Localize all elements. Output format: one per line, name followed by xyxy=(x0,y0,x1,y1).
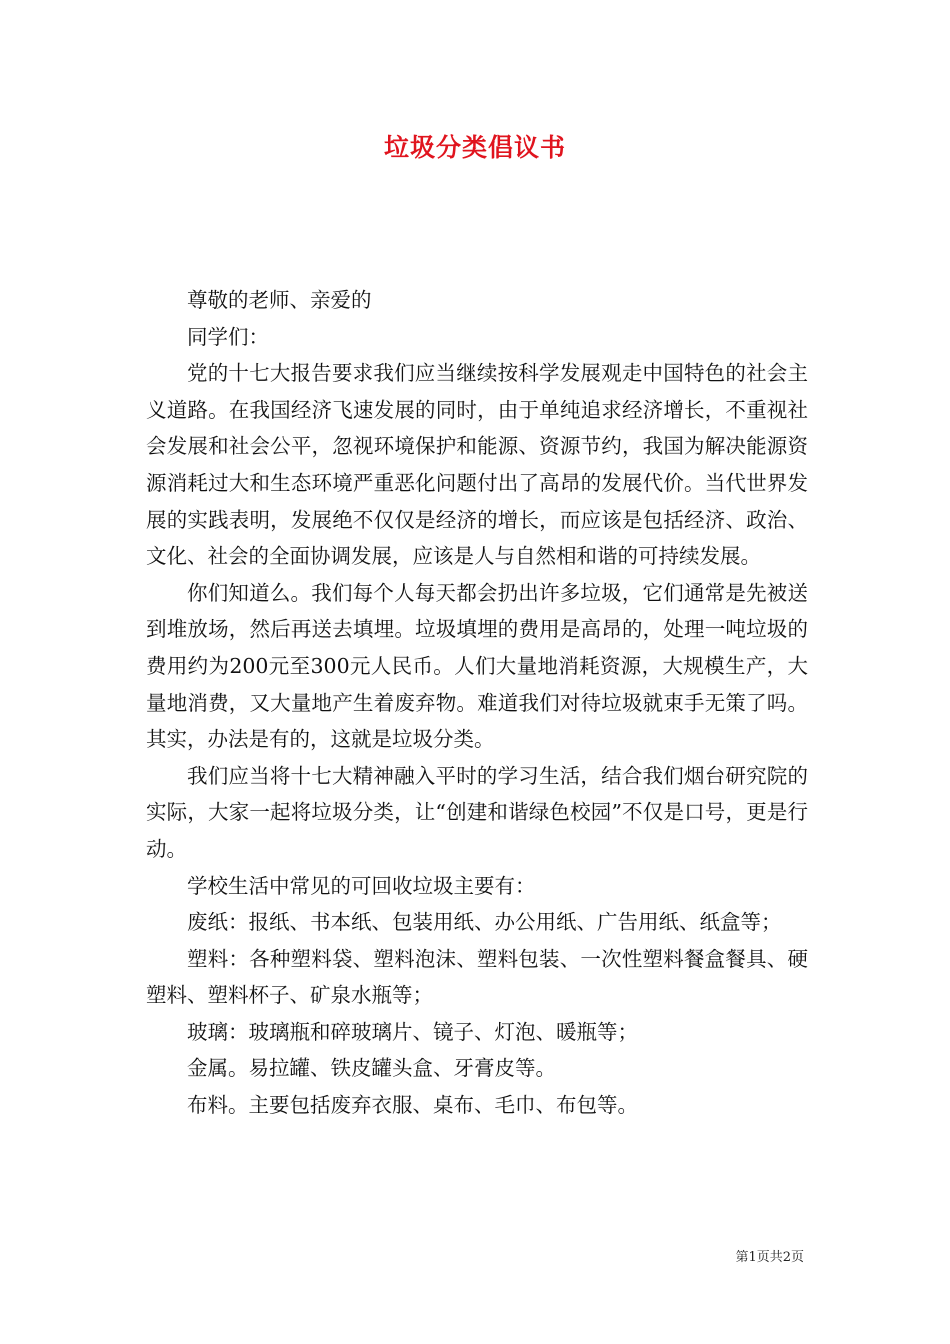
recyclable-paper: 废纸：报纸、书本纸、包装用纸、办公用纸、广告用纸、纸盒等； xyxy=(187,910,782,935)
recyclable-plastic: 塑料：各种塑料袋、塑料泡沫、塑料包装、一次性塑料餐盒餐具、硬塑料、塑料杯子、矿泉水瓶等； xyxy=(146,946,808,1008)
page-number: 第1页共2页 xyxy=(735,1250,804,1265)
salutation-line-1: 尊敬的老师、亲爱的 xyxy=(187,288,372,312)
paragraph-development: 党的十七大报告要求我们应当继续按科学发展观走中国特色的社会主义道路。在我国经济飞速发展的同时，由于单纯追求经济增长，不重视社会发展和社会公平，忽视环境保护和能源、资源节约，我国为解决能源资源消耗过大和生态环境严重恶化问题付出了高昂的发展代价。当代世界发展的实践表明，发展绝不仅仅是经济的增长，而应该是包括经济、政治、文化、社会的全面协调发展，应该是人与自然相和谐的可持续发展。 xyxy=(146,361,808,569)
salutation-line-2: 同学们： xyxy=(187,324,269,349)
recyclable-cloth: 布料。主要包括废弃衣服、桌布、毛巾、布包等。 xyxy=(187,1093,638,1118)
recyclables-intro: 学校生活中常见的可回收垃圾主要有： xyxy=(187,873,536,898)
paragraph-campus-action: 我们应当将十七大精神融入平时的学习生活，结合我们烟台研究院的实际，大家一起将垃圾分类，让“创建和谐绿色校园”不仅是口号，更是行动。 xyxy=(146,763,808,861)
paragraph-garbage-cost: 你们知道么。我们每个人每天都会扔出许多垃圾，它们通常是先被送到堆放场，然后再送去填埋。垃圾填埋的费用是高昂的，处理一吨垃圾的费用约为200元至300元人民币。人们大量地消耗资源，大规模生产，大量地消费，又大量地产生着废弃物。难道我们对待垃圾就束手无策了吗。其实，办法是有的，这就是垃圾分类。 xyxy=(146,580,808,752)
recyclable-glass: 玻璃：玻璃瓶和碎玻璃片、镜子、灯泡、暖瓶等； xyxy=(187,1019,638,1044)
recyclable-metal: 金属。易拉罐、铁皮罐头盒、牙膏皮等。 xyxy=(187,1056,556,1081)
document-title: 垃圾分类倡议书 xyxy=(383,133,566,162)
document-body xyxy=(146,282,808,1124)
